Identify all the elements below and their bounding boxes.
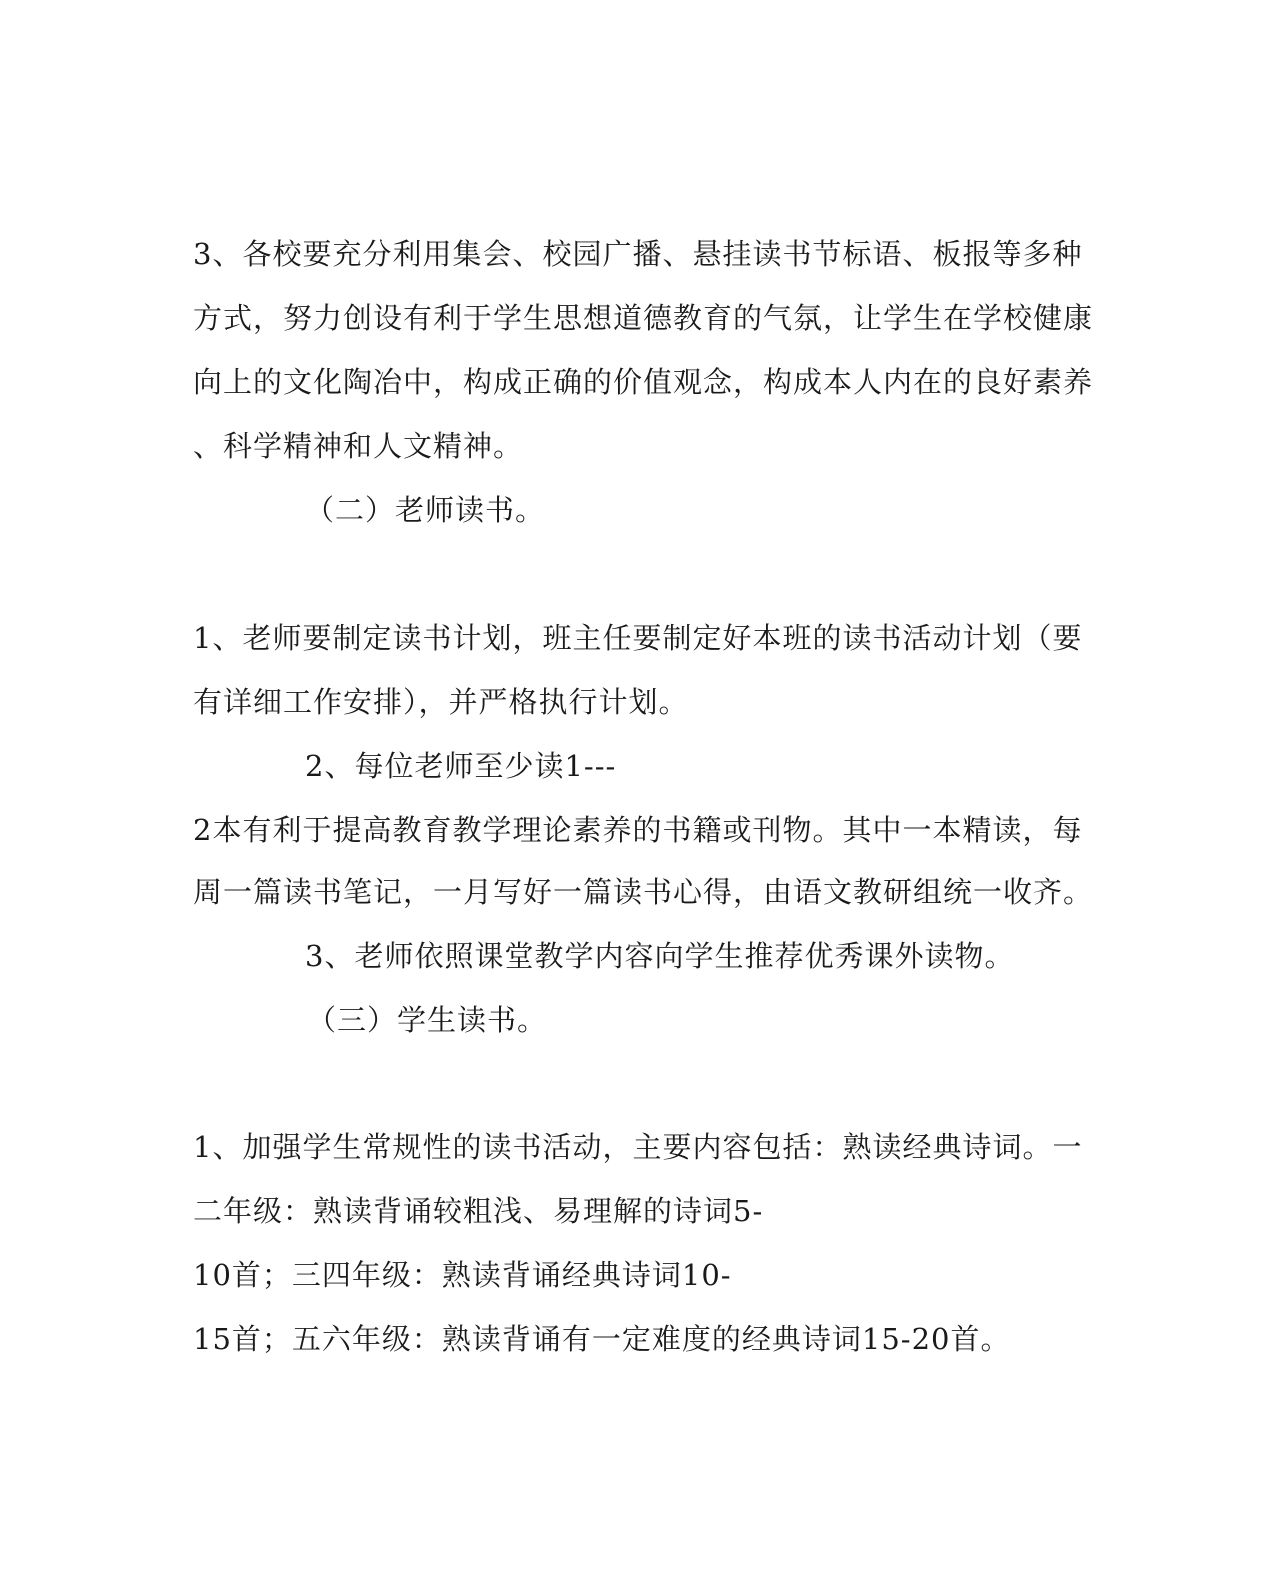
paragraph-line: 2本有利于提高教育教学理论素养的书籍或刊物。其中一本精读，每 (193, 813, 1083, 847)
section-heading: （二）老师读书。 (305, 493, 546, 527)
paragraph-line: 方式，努力创设有利于学生思想道德教育的气氛，让学生在学校健康 (193, 301, 1094, 335)
paragraph-line: 二年级：熟读背诵较粗浅、易理解的诗词5- (193, 1194, 764, 1228)
paragraph-line: 10首；三四年级：熟读背诵经典诗词10- (193, 1258, 732, 1292)
paragraph-line: 2、每位老师至少读1--- (305, 749, 617, 783)
section-heading: （三）学生读书。 (307, 1003, 548, 1037)
paragraph-line: 向上的文化陶冶中，构成正确的价值观念，构成本人内在的良好素养 (193, 365, 1094, 399)
paragraph-line: 3、各校要充分利用集会、校园广播、悬挂读书节标语、板报等多种 (193, 237, 1083, 271)
paragraph-line: 周一篇读书笔记，一月写好一篇读书心得，由语文教研组统一收齐。 (193, 875, 1094, 909)
paragraph-line: 有详细工作安排），并严格执行计划。 (193, 685, 689, 719)
paragraph-line: 15首；五六年级：熟读背诵有一定难度的经典诗词15-20首。 (193, 1322, 1011, 1356)
paragraph-line: 1、加强学生常规性的读书活动，主要内容包括：熟读经典诗词。一 (193, 1130, 1083, 1164)
paragraph-line: 3、老师依照课堂教学内容向学生推荐优秀课外读物。 (305, 939, 1015, 973)
paragraph-line: 1、老师要制定读书计划，班主任要制定好本班的读书活动计划（要 (193, 621, 1083, 655)
paragraph-line: 、科学精神和人文精神。 (193, 429, 524, 463)
